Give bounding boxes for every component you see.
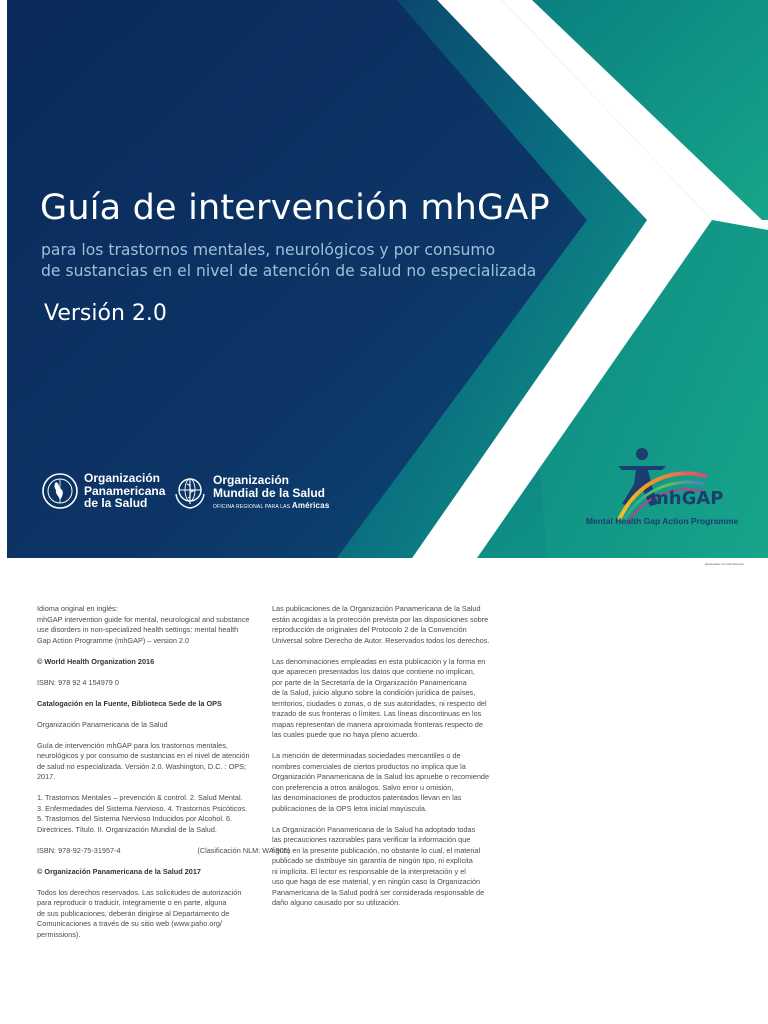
paho-emblem-icon — [41, 472, 79, 510]
catalog-org: Organización Panamericana de la Salud — [37, 719, 168, 729]
colophon-right-column — [272, 604, 512, 919]
cover-title: Guía de intervención mhGAP — [40, 188, 550, 228]
mhgap-wordmark: mhGAP — [650, 488, 724, 509]
who-logo: Organización Mundial de la Salud OFICINA REGIONAL PARA LAS Américas — [171, 474, 329, 510]
cover-subtitle: para los trastornos mentales, neurológicos y por consumo de sustancias en el nivel de atención de salud no especializada — [41, 241, 537, 280]
denominations-paragraph: Las denominaciones empleadas en esta publicación y la forma en que aparecen presentados los datos que contiene no implican, por parte de la Secretaría de la Organización Panamericana de la Salud, juicio alguno sobre la condición jurídica de países, territorios, ciudades o zonas, o de sus autoridades, ni respecto del trazado de sus fronteras o límites. Las líneas discontinuas en los mapas representan de manera aproximada fronteras respecto de las cuales puede que no haya pleno acuerdo. — [272, 656, 487, 739]
copyright-who: © World Health Organization 2016 — [37, 656, 155, 666]
paho-logo: Organización Panamericana de la Salud — [41, 472, 165, 510]
who-emblem-icon — [171, 474, 209, 510]
copyright-paho: © Organización Panamericana de la Salud 2017 — [37, 866, 201, 876]
catalog-citation: Guía de intervención mhGAP para los trastornos mentales, neurológicos y por consumo de sustancias en el nivel de atención de salud no especializada. Versión 2.0. Washington, D.C. : OPS; 2017. — [37, 740, 250, 781]
scan-note: Escaneado con CamScanner — [705, 562, 745, 566]
commercial-names-paragraph: La mención de determinadas sociedades mercantiles o de nombres comerciales de ciertos productos no implica que la Organización Panamericana de la Salud los apruebe o recomiende con preferencia a otros análogos. Salvo error u omisión, las denominaciones de productos patentados llevan en las publicaciones de la OPS letra inicial mayúscula. — [272, 751, 490, 813]
mhgap-tagline: Mental Health Gap Action Programme — [586, 516, 739, 526]
original-language-note: Idioma original en inglés: mhGAP intervention guide for mental, neurological and substance use disorders in non-specialized health settings: mental health Gap Action Programme (mhGAP) – version 2.0 — [37, 604, 250, 645]
disclaimer-paragraph: La Organización Panamericana de la Salud ha adoptado todas las precauciones razonables para verificar la información que figura en la presente publicación, no obstante lo cual, el material publicado se distribuye sin garantía de ningún tipo, ni explícita ni implícita. El lector es responsable de la interpretación y el uso que haga de ese material, y en ningún caso la Organización Panamericana de la Salud podrá ser considerada responsable de daño alguno causado por su utilización. — [272, 824, 485, 907]
catalog-subjects: 1. Trastornos Mentales – prevención & control. 2. Salud Mental. 3. Enfermedades del Sistema Nervioso. 4. Trastornos Psicóticos. 5. Trastornos del Sistema Nervioso Inducidos por Alcohol. 6. Directrices. Título. II. Organización Mundial de la Salud. — [37, 793, 248, 834]
rights-statement: Todos los derechos reservados. Las solicitudes de autorización para reproducir o traducir, íntegramente o en parte, alguna de sus publicaciones, deberán dirigirse al Departamento de Comunicaciones a través de su sitio web (www.paho.org/ permissions). — [37, 887, 242, 939]
isbn-who: ISBN: 978 92 4 154979 0 — [37, 677, 119, 687]
colophon-left-column — [37, 604, 290, 951]
cover-version: Versión 2.0 — [44, 301, 167, 326]
isbn-paho-row: ISBN: 978-92-75-31957-4 (Clasificación NLM: WA 305) — [37, 845, 290, 855]
who-regional-tag: OFICINA REGIONAL PARA LAS Américas — [213, 501, 330, 510]
protection-paragraph: Las publicaciones de la Organización Panamericana de la Salud están acogidas a la protección prevista por las disposiciones sobre reproducción de originales del Protocolo 2 de la Convención Universal sobre Derecho de Autor. Reservados todos los derechos. — [272, 604, 490, 645]
catalog-heading: Catalogación en la Fuente, Biblioteca Sede de la OPS — [37, 698, 222, 708]
